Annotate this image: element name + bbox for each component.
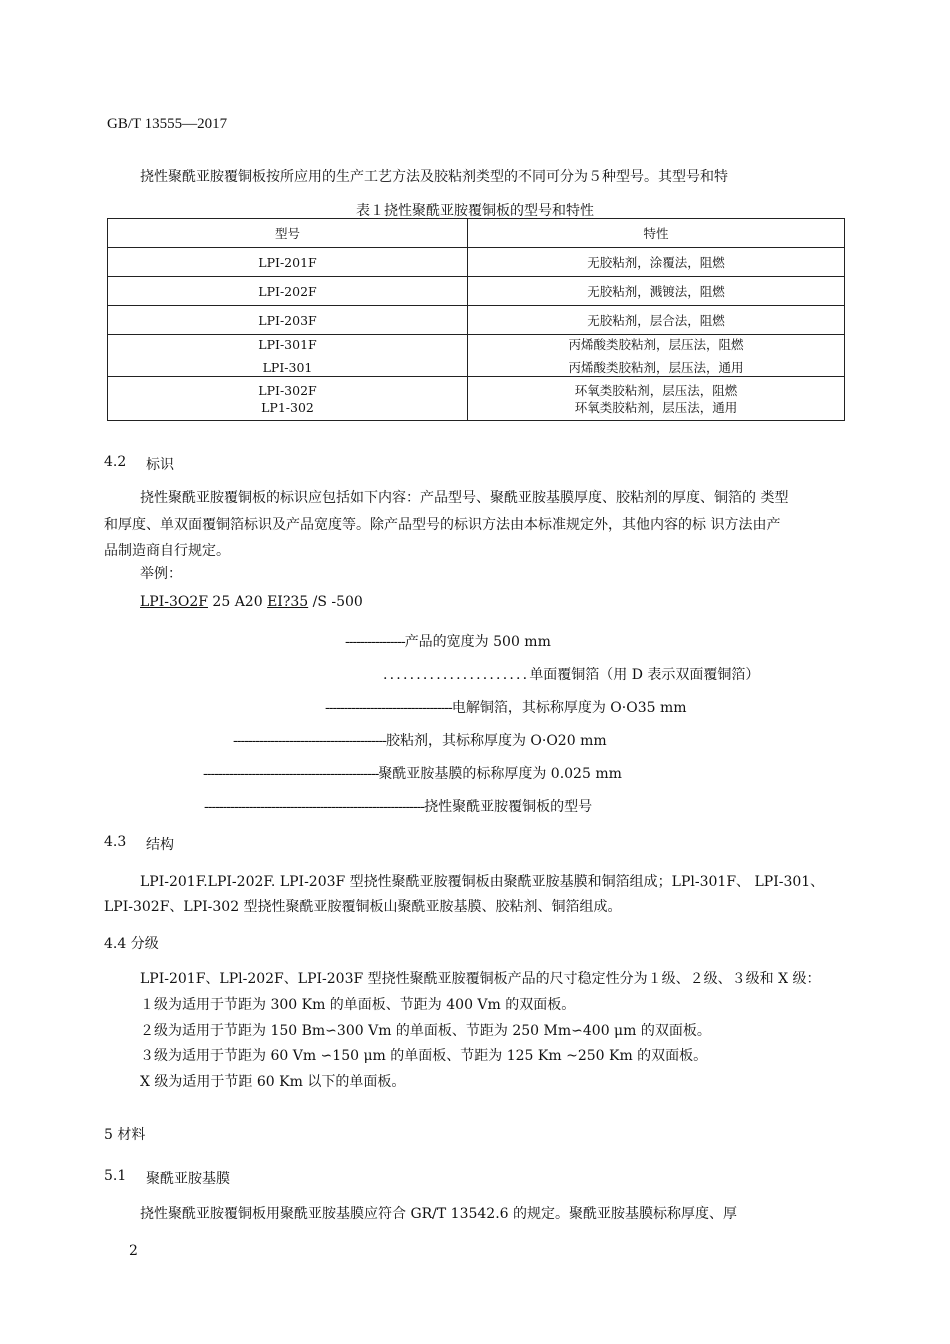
para-line: 挠性聚酰亚胺覆铜板的标识应包括如下内容：产品型号、聚酰亚胺基膜厚度、胶粘剂的厚度、铜箔的 类型 — [140, 490, 789, 506]
model-value: LPI-302F — [258, 382, 317, 398]
grading-line: X 级为适用于节距 60 Km 以下的单面板。 — [140, 1074, 406, 1090]
grading-line: ２级为适用于节距为 150 Bm∽300 Vm 的单面板、节距为 250 Mm∽400 μm 的双面板。 — [140, 1023, 711, 1039]
structure-line: LPI-201F.LPI-202F. LPI-203F 型挠性聚酰亚胺覆铜板由聚酰亚胺基膜和铜箔组成；LPl-301F、 LPI-301、 — [140, 874, 825, 890]
example-model-code: LPI-3O2F — [140, 594, 208, 610]
example-designation — [140, 591, 363, 613]
example-label: 举例： — [140, 566, 182, 582]
section-4-4-heading: 4.4 分级 — [104, 936, 159, 952]
properties-cell: 无胶粘剂，层合法，阻燃 — [468, 306, 845, 335]
model-cell: LPI-203F — [108, 306, 468, 335]
leader-line: ----------------------------------------- — [233, 733, 386, 749]
legend-single-sided — [383, 664, 759, 686]
model-value: LP1-302 — [261, 399, 314, 415]
grading-line: ３级为适用于节距为 60 Vm ∽150 μm 的单面板、节距为 125 Km ~250 Km 的双面板。 — [140, 1048, 708, 1064]
table-row — [108, 277, 845, 306]
table-caption: 表１挠性聚酰亚胺覆铜板的型号和特性 — [356, 203, 594, 219]
section-5-1-title: 聚酰亚胺基膜 — [146, 1171, 230, 1187]
example-foil-code: EI?35 — [267, 594, 309, 610]
table-row — [108, 377, 845, 421]
model-properties-table — [107, 218, 845, 421]
standard-code: GB/T 13555—2017 — [107, 116, 228, 132]
intro-paragraph: 挠性聚酰亚胺覆铜板按所应用的生产工艺方法及胶粘剂类型的不同可分为５种型号。其型号和特 — [140, 169, 728, 185]
properties-cell-pair — [468, 335, 845, 377]
section-4-2-number: 4.2 — [104, 454, 127, 470]
structure-line: LPI-302F、LPI-302 型挠性聚酰亚胺覆铜板山聚酰亚胺基膜、胶粘剂、铜箔组成。 — [104, 899, 622, 915]
legend-text: 产品的宽度为 500 mm — [404, 634, 551, 650]
leader-dots: ...................... — [383, 667, 530, 683]
leader-line: ----------------------------------------------- — [203, 766, 379, 782]
model-value: LPI-301 — [262, 359, 313, 375]
leader-line: ---------------------------------- — [325, 700, 452, 716]
section-4-2-title: 标识 — [146, 457, 174, 473]
table-header-row — [108, 219, 845, 248]
legend-adhesive — [233, 730, 607, 752]
properties-value: 环氧类胶粘剂，层压法，通用 — [574, 399, 738, 415]
header-properties: 特性 — [468, 219, 845, 248]
header-model: 型号 — [108, 219, 468, 248]
legend-text: 聚酰亚胺基膜的标称厚度为 0.025 mm — [378, 766, 622, 782]
page-number: 2 — [129, 1243, 138, 1259]
model-cell: LPI-201F — [108, 248, 468, 277]
legend-base-film — [203, 763, 622, 785]
leader-line: ----------------------------------------------------------- — [204, 799, 425, 815]
grading-line: LPI-201F、LPl-202F、LPI-203F 型挠性聚酰亚胺覆铜板产品的尺寸稳定性分为１级、２级、３级和 X 级： — [140, 971, 821, 987]
legend-model — [204, 796, 592, 818]
model-cell-pair — [108, 377, 468, 421]
table-row — [108, 335, 845, 377]
properties-cell: 无胶粘剂，涂覆法，阻燃 — [468, 248, 845, 277]
example-width-code: /S -500 — [308, 594, 363, 610]
properties-value: 丙烯酸类胶粘剂，层压法，通用 — [568, 359, 744, 375]
legend-width — [345, 631, 551, 653]
legend-text: 胶粘剂，其标称厚度为 O·O20 mm — [385, 733, 607, 749]
section-5-1-number: 5.1 — [104, 1168, 127, 1184]
properties-value: 环氧类胶粘剂，层压法，阻燃 — [574, 382, 738, 398]
para-line: 和厚度、单双面覆铜箔标识及产品宽度等。除产品型号的标识方法由本标准规定外，其他内容的标 识方法由产 — [104, 517, 781, 533]
model-cell: LPI-202F — [108, 277, 468, 306]
section-4-3-title: 结构 — [146, 837, 174, 853]
legend-text: 电解铜箔，其标称厚度为 O·O35 mm — [451, 700, 687, 716]
properties-cell: 无胶粘剂，溅镀法，阻燃 — [468, 277, 845, 306]
grading-line: １级为适用于节距为 300 Km 的单面板、节距为 400 Vm 的双面板。 — [140, 997, 576, 1013]
table-row — [108, 306, 845, 335]
base-film-line: 挠性聚酰亚胺覆铜板用聚酰亚胺基膜应符合 GR/T 13542.6 的规定。聚酰亚胺基膜标称厚度、厚 — [140, 1206, 738, 1222]
section-4-3-number: 4.3 — [104, 834, 127, 850]
example-thickness-code: 25 A20 — [207, 594, 268, 610]
properties-value: 丙烯酸类胶粘剂，层压法，阻燃 — [568, 336, 744, 352]
properties-cell-pair — [468, 377, 845, 421]
legend-copper-foil — [325, 697, 687, 719]
table-row — [108, 248, 845, 277]
legend-text: 挠性聚酰亚胺覆铜板的型号 — [424, 799, 593, 815]
model-value: LPI-301F — [258, 336, 317, 352]
para-line: 品制造商自行规定。 — [104, 543, 230, 559]
model-cell-pair — [108, 335, 468, 377]
leader-line: ---------------- — [345, 634, 405, 650]
legend-text: 单面覆铜箔（用 D 表示双面覆铜箔） — [529, 667, 760, 683]
section-5-heading: 5 材料 — [104, 1127, 146, 1143]
